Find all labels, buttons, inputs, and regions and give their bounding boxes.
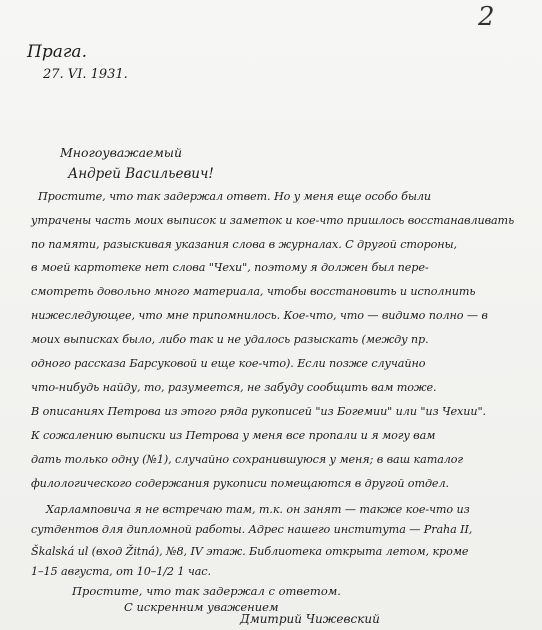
body-line-13: филологического содержания рукописи помещаются в другой отдел. <box>31 477 449 490</box>
body-line-4: в моей картотеке нет слова "Чехи", поэтому я должен был пере- <box>31 261 429 274</box>
signature: Дмитрий Чижевский <box>240 612 380 626</box>
body-line-2: утрачены часть моих выписок и заметок и кое-что пришлось восстанавливать <box>31 214 515 227</box>
salutation-line-1: Многоуважаемый <box>60 145 183 160</box>
page-number: 2 <box>478 2 495 32</box>
body-line-7: моих выписках было, либо так и не удалось разыскать (между пр. <box>31 333 429 346</box>
body-line-3: по памяти, разыскивая указания слова в журналах. С другой стороны, <box>31 238 457 251</box>
body-line-14: Харламповича я не встречаю там, т.к. он занят — также кое-что из <box>46 503 470 516</box>
body-line-12: дать только одну (№1), случайно сохранившуюся у меня; в ваш каталог <box>31 453 463 466</box>
body-line-10: В описаниях Петрова из этого ряда рукописей "из Богемии" или "из Чехии". <box>31 405 486 418</box>
body-line-9: что-нибудь найду, то, разумеется, не забуду сообщить вам тоже. <box>31 381 437 394</box>
closing-line-2: С искренним уважением <box>124 600 279 614</box>
body-line-16: Škalská ul (вход Žitná), №8, IV этаж. Библиотека открыта летом, кроме <box>31 545 469 558</box>
body-line-5: смотреть довольно много материала, чтобы восстановить и исполнить <box>31 285 476 298</box>
body-line-1: Простите, что так задержал ответ. Но у меня еще особо были <box>38 190 432 203</box>
body-line-8: одного рассказа Барсуковой и еще кое-что). Если позже случайно <box>31 357 426 370</box>
body-line-11: К сожалению выписки из Петрова у меня все пропали и я могу вам <box>31 429 436 442</box>
body-line-15: сутдентов для дипломной работы. Адрес нашего института — Praha II, <box>31 523 473 536</box>
letter-date: 27. VI. 1931. <box>43 67 128 82</box>
body-line-6: нижеследующее, что мне припомнилось. Кое-что, что — видимо полно — в <box>31 309 488 322</box>
letter-place: Прага. <box>27 42 87 62</box>
salutation-line-2: Андрей Васильевич! <box>68 166 214 182</box>
body-line-17: 1–15 августа, от 10–1/2 1 час. <box>31 565 211 578</box>
closing-line-1: Простите, что так задержал с ответом. <box>72 584 341 598</box>
